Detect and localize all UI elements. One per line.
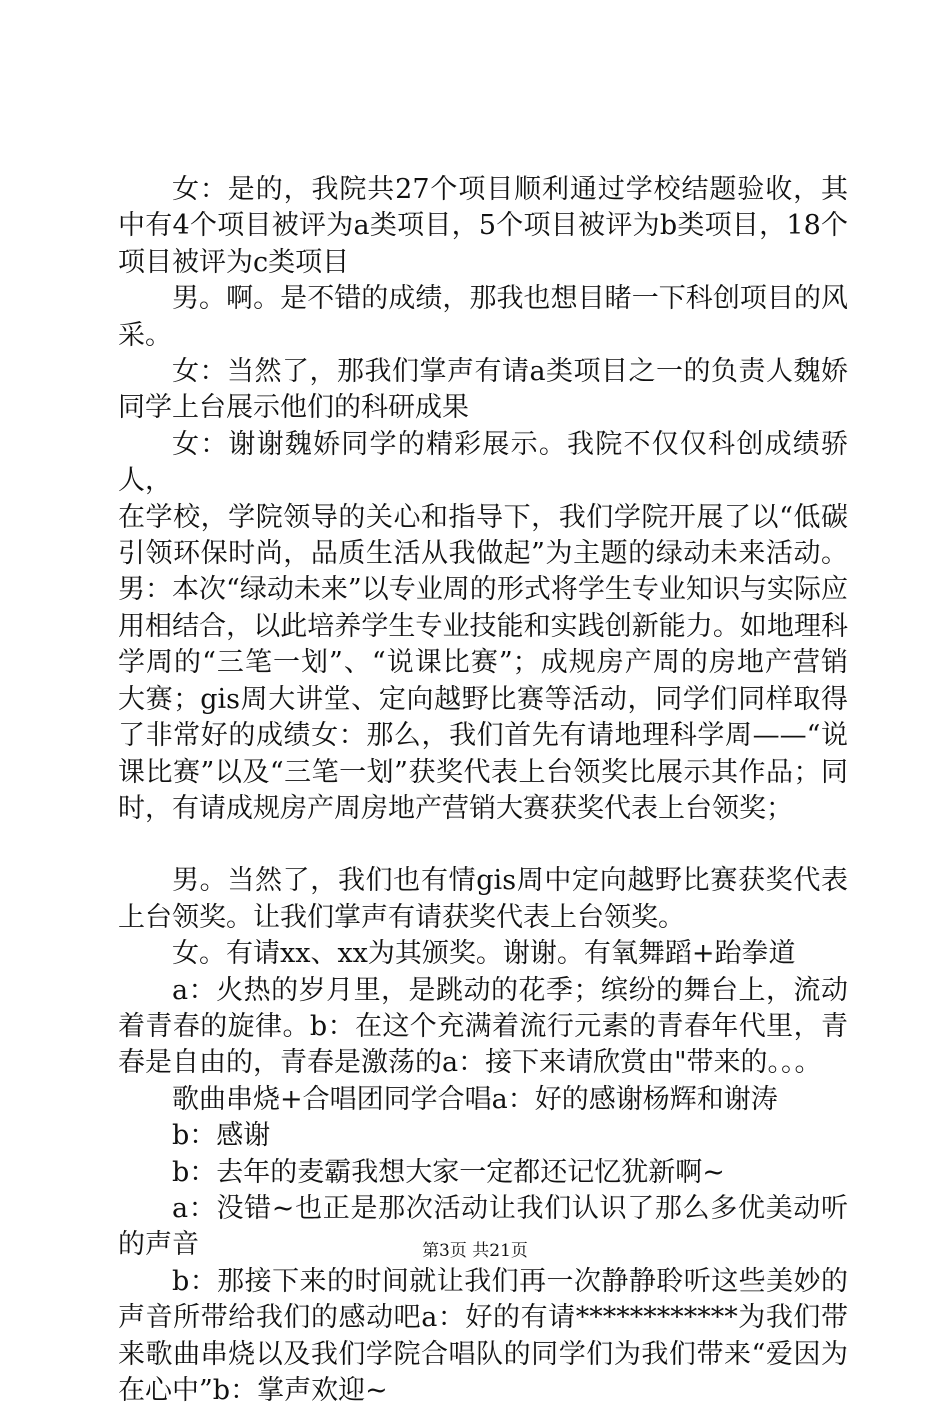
paragraph: 歌曲串烧+合唱团同学合唱a：好的感谢杨辉和谢涛 <box>172 1083 778 1115</box>
paragraph: a：没错~也正是那次活动让我们认识了那么多优美动听的声音 <box>118 1192 848 1261</box>
paragraph: b：那接下来的时间就让我们再一次静静聆听这些美妙的声音所带给我们的感动吧a：好的有请************为我们带来歌曲串烧以及我们学院合唱队的同学们为我们带来“爱因为在心中”b：掌声欢迎~ <box>118 1265 848 1406</box>
paragraph: 女：当然了，那我们掌声有请a类项目之一的负责人魏娇同学上台展示他们的科研成果 <box>118 356 848 424</box>
paragraph: 在学校，学院领导的关心和指导下，我们学院开展了以“低碳引领环保时尚，品质生活从我做起”为主题的绿动未来活动。男：本次“绿动未来”以专业周的形式将学生专业知识与实际应用相结合，以此培养学生专业技能和实践创新能力。如地理科学周的“三笔一划”、“说课比赛”；成规房产周的房地产营销大赛；gis周大讲堂、定向越野比赛等活动，同学们同样取得了非常好的成绩女：那么，我们首先有请地理科学周——“说课比赛”以及“三笔一划”获奖代表上台领奖比展示其作品；同时，有请成规房产周房地产营销大赛获奖代表上台领奖； <box>118 501 848 824</box>
paragraph-gap <box>118 827 848 863</box>
paragraph: b：去年的麦霸我想大家一定都还记忆犹新啊~ <box>172 1156 725 1188</box>
paragraph: b：感谢 <box>172 1120 271 1152</box>
paragraph: 女：是的，我院共27个项目顺利通过学校结题验收，其中有4个项目被评为a类项目，5个项目被评为b类项目，18个项目被评为c类项目 <box>118 174 848 278</box>
paragraph: 女。有请xx、xx为其颁奖。谢谢。有氧舞蹈+跆拳道 <box>172 938 796 970</box>
paragraph: a：火热的岁月里，是跳动的花季；缤纷的舞台上，流动着青春的旋律。b：在这个充满着流行元素的青春年代里，青春是自由的，青春是激荡的a：接下来请欣赏由"带来的。。。 <box>118 974 848 1079</box>
paragraph: 男。啊。是不错的成绩，那我也想目睹一下科创项目的风采。 <box>118 283 848 351</box>
page-number-footer: 第3页 共21页 <box>422 1241 528 1261</box>
paragraph: 男。当然了，我们也有情gis周中定向越野比赛获奖代表上台领奖。让我们掌声有请获奖代表上台领奖。 <box>118 865 848 933</box>
paragraph: 女：谢谢魏娇同学的精彩展示。我院不仅仅科创成绩骄人， <box>118 428 848 497</box>
document-body <box>118 172 848 1409</box>
